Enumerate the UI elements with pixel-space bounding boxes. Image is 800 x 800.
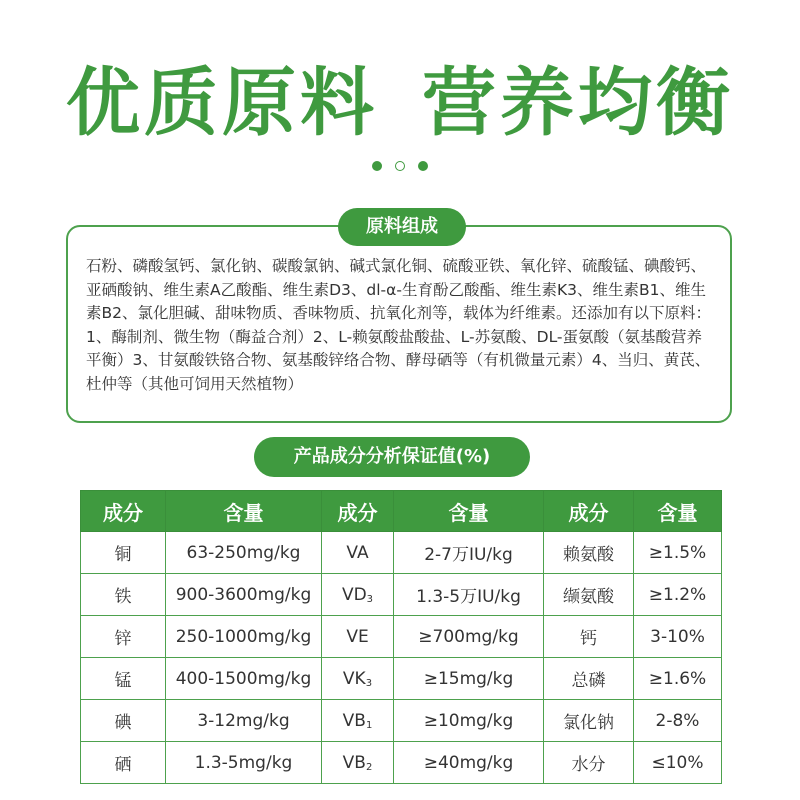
other-value-cell-text: ≥1.2% xyxy=(648,584,707,605)
vitamin-name-cell xyxy=(322,574,394,616)
composition-box xyxy=(66,225,732,423)
mineral-name-cell xyxy=(81,658,166,700)
table-row xyxy=(81,658,722,700)
other-value-cell-text: 3-10% xyxy=(650,626,705,647)
vitamin-subscript: 3 xyxy=(365,677,373,689)
mineral-value-cell-text: 1.3-5mg/kg xyxy=(194,752,293,773)
mineral-name-cell xyxy=(81,532,166,574)
headline-part-1: 优质原料 xyxy=(66,60,378,146)
other-value-cell-text: ≥1.5% xyxy=(648,542,707,563)
other-name-cell xyxy=(544,700,634,742)
header-cell: 成分 xyxy=(81,491,166,532)
other-name-cell-text: 赖氨酸 xyxy=(563,545,614,565)
headline-part-2: 营养均衡 xyxy=(422,60,734,146)
header-cell: 含量 xyxy=(634,491,722,532)
vitamin-name-cell xyxy=(322,742,394,784)
mineral-name-cell-text: 锌 xyxy=(114,629,132,649)
mineral-name-cell-text: 碘 xyxy=(114,713,132,733)
dot-icon xyxy=(372,161,382,171)
other-name-cell xyxy=(544,742,634,784)
mineral-value-cell xyxy=(166,532,322,574)
composition-title: 原料组成 xyxy=(338,208,466,246)
vitamin-value-cell xyxy=(394,742,544,784)
other-name-cell-text: 钙 xyxy=(580,629,597,649)
mineral-value-cell xyxy=(166,742,322,784)
other-name-cell xyxy=(544,658,634,700)
mineral-value-cell-text: 3-12mg/kg xyxy=(197,710,290,731)
mineral-value-cell xyxy=(166,700,322,742)
other-name-cell-text: 缬氨酸 xyxy=(563,587,614,607)
mineral-value-cell-text: 63-250mg/kg xyxy=(186,542,301,563)
vitamin-subscript: 1 xyxy=(365,719,373,731)
mineral-value-cell xyxy=(166,616,322,658)
vitamin-name-cell xyxy=(322,658,394,700)
analysis-table xyxy=(80,490,722,784)
other-value-cell xyxy=(634,658,722,700)
mineral-value-cell-text: 250-1000mg/kg xyxy=(175,626,312,647)
table-body xyxy=(81,532,722,784)
vitamin-name-cell-text: VB xyxy=(342,710,366,731)
table-row xyxy=(81,616,722,658)
other-name-cell xyxy=(544,616,634,658)
table-header-row xyxy=(81,491,722,532)
vitamin-value-cell-text: ≥40mg/kg xyxy=(423,752,514,773)
other-name-cell-text: 氯化钠 xyxy=(563,713,614,733)
mineral-name-cell xyxy=(81,700,166,742)
mineral-name-cell-text: 锰 xyxy=(114,671,132,691)
header-cell: 成分 xyxy=(544,491,634,532)
other-value-cell xyxy=(634,700,722,742)
vitamin-subscript: 3 xyxy=(366,593,374,605)
table-row xyxy=(81,532,722,574)
vitamin-value-cell xyxy=(394,616,544,658)
dot-icon xyxy=(395,161,405,171)
mineral-name-cell-text: 硒 xyxy=(114,755,132,775)
vitamin-value-cell xyxy=(394,658,544,700)
vitamin-name-cell-text: VK xyxy=(342,668,366,689)
vitamin-name-cell-text: VD xyxy=(341,584,367,605)
other-value-cell-text: ≥1.6% xyxy=(648,668,707,689)
mineral-value-cell xyxy=(166,658,322,700)
dot-icon xyxy=(418,161,428,171)
vitamin-value-cell-text: ≥15mg/kg xyxy=(423,668,514,689)
other-name-cell xyxy=(544,574,634,616)
vitamin-name-cell-text: VA xyxy=(346,542,369,563)
header-cell: 含量 xyxy=(394,491,544,532)
table-row xyxy=(81,742,722,784)
vitamin-value-cell-text: 2-7万IU/kg xyxy=(424,545,513,565)
vitamin-value-cell xyxy=(394,700,544,742)
vitamin-name-cell xyxy=(322,700,394,742)
vitamin-value-cell-text: ≥10mg/kg xyxy=(423,710,514,731)
other-name-cell xyxy=(544,532,634,574)
vitamin-value-cell-text: ≥700mg/kg xyxy=(418,626,519,647)
mineral-name-cell xyxy=(81,616,166,658)
vitamin-name-cell-text: VB xyxy=(342,752,366,773)
other-value-cell-text: 2-8% xyxy=(655,710,700,731)
mineral-value-cell-text: 400-1500mg/kg xyxy=(175,668,312,689)
mineral-name-cell-text: 铜 xyxy=(114,545,132,565)
mineral-value-cell xyxy=(166,574,322,616)
vitamin-value-cell-text: 1.3-5万IU/kg xyxy=(416,587,521,607)
other-value-cell xyxy=(634,616,722,658)
vitamin-name-cell xyxy=(322,616,394,658)
mineral-name-cell-text: 铁 xyxy=(114,587,132,607)
vitamin-value-cell xyxy=(394,532,544,574)
headline xyxy=(0,58,800,148)
other-name-cell-text: 总磷 xyxy=(571,671,606,691)
vitamin-subscript: 2 xyxy=(365,761,373,773)
composition-text: 石粉、磷酸氢钙、氯化钠、碳酸氯钠、碱式氯化铜、硫酸亚铁、氧化锌、硫酸锰、碘酸钙、亚硒酸钠、维生素A乙酸酯、维生素D3、dl-α-生育酚乙酸酯、维生素K3、维生素B1、维生素B2、氯化胆碱、甜味物质、香味物质、抗氧化剂等，载体为纤维素。还添加有以下原料：1、酶制剂、微生物（酶益合剂）2、L-赖氨酸盐酸盐、L-苏氨酸、DL-蛋氨酸（氨基酸营养平衡）3、甘氨酸铁铬合物、氨基酸锌络合物、酵母硒等（有机微量元素）4、当归、黄芪、杜仲等（其他可饲用天然植物） xyxy=(86,257,711,393)
header-cell: 含量 xyxy=(166,491,322,532)
table-row xyxy=(81,700,722,742)
decorative-dots xyxy=(0,161,800,171)
analysis-title: 产品成分分析保证值(%) xyxy=(254,437,530,477)
header-cell: 成分 xyxy=(322,491,394,532)
table-row xyxy=(81,574,722,616)
mineral-value-cell-text: 900-3600mg/kg xyxy=(175,584,312,605)
other-value-cell xyxy=(634,742,722,784)
other-value-cell xyxy=(634,574,722,616)
vitamin-name-cell-text: VE xyxy=(346,626,369,647)
other-name-cell-text: 水分 xyxy=(571,755,606,775)
vitamin-value-cell xyxy=(394,574,544,616)
vitamin-name-cell xyxy=(322,532,394,574)
other-value-cell-text: ≤10% xyxy=(651,752,704,773)
mineral-name-cell xyxy=(81,574,166,616)
mineral-name-cell xyxy=(81,742,166,784)
other-value-cell xyxy=(634,532,722,574)
